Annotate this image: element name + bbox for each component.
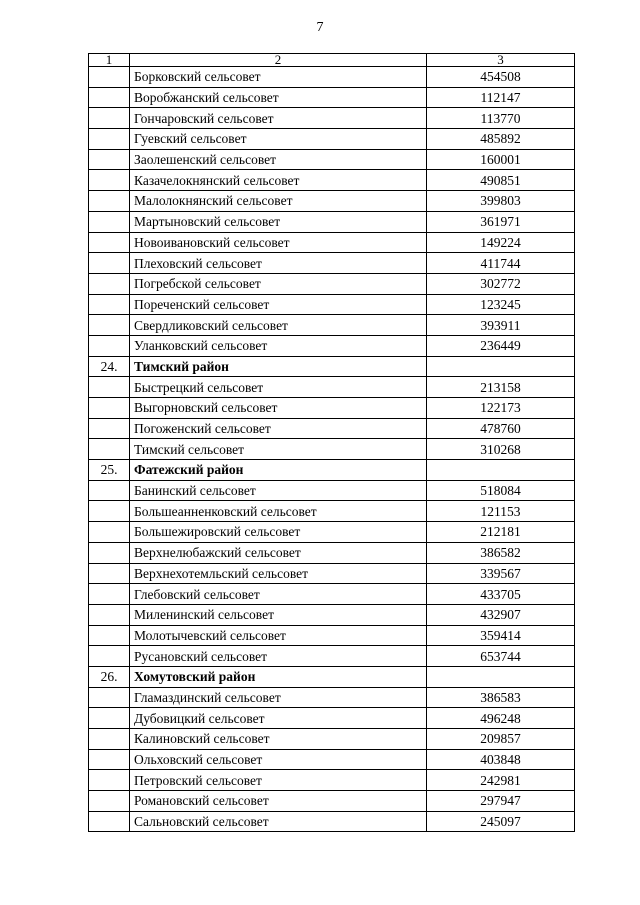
table-row — [89, 439, 575, 460]
council-name: Гончаровский сельсовет — [130, 108, 427, 129]
table-row — [89, 315, 575, 336]
row-value: 149224 — [427, 232, 575, 253]
table-row — [89, 294, 575, 315]
row-value: 212181 — [427, 522, 575, 543]
council-name: Миленинский сельсовет — [130, 604, 427, 625]
row-number — [89, 542, 130, 563]
data-table — [88, 53, 575, 832]
row-value: 432907 — [427, 604, 575, 625]
row-number — [89, 67, 130, 88]
table-row — [89, 749, 575, 770]
district-name: Тимский район — [130, 356, 427, 377]
council-name: Новоивановский сельсовет — [130, 232, 427, 253]
row-value: 485892 — [427, 129, 575, 150]
table-row — [89, 729, 575, 750]
table-row — [89, 170, 575, 191]
row-value: 122173 — [427, 398, 575, 419]
row-value: 123245 — [427, 294, 575, 315]
council-name: Гламаздинский сельсовет — [130, 687, 427, 708]
table-row — [89, 501, 575, 522]
council-name: Гуевский сельсовет — [130, 129, 427, 150]
column-header-1: 1 — [89, 54, 130, 67]
row-number — [89, 211, 130, 232]
row-number — [89, 273, 130, 294]
row-value: 496248 — [427, 708, 575, 729]
council-name: Воробжанский сельсовет — [130, 87, 427, 108]
row-number — [89, 480, 130, 501]
table-row — [89, 542, 575, 563]
row-value: 386582 — [427, 542, 575, 563]
row-value: 490851 — [427, 170, 575, 191]
row-value: 297947 — [427, 791, 575, 812]
council-name: Быстрецкий сельсовет — [130, 377, 427, 398]
column-header-3: 3 — [427, 54, 575, 67]
row-number — [89, 253, 130, 274]
council-name: Романовский сельсовет — [130, 791, 427, 812]
row-number — [89, 811, 130, 832]
district-row — [89, 666, 575, 687]
council-name: Верхнелюбажский сельсовет — [130, 542, 427, 563]
row-number — [89, 398, 130, 419]
row-number — [89, 584, 130, 605]
row-value: 236449 — [427, 335, 575, 356]
row-value: 339567 — [427, 563, 575, 584]
row-value: 403848 — [427, 749, 575, 770]
council-name: Мартыновский сельсовет — [130, 211, 427, 232]
row-value: 386583 — [427, 687, 575, 708]
row-value: 359414 — [427, 625, 575, 646]
table-row — [89, 522, 575, 543]
row-number — [89, 708, 130, 729]
row-number — [89, 377, 130, 398]
table-row — [89, 87, 575, 108]
council-name: Калиновский сельсовет — [130, 729, 427, 750]
table-row — [89, 646, 575, 667]
row-number — [89, 625, 130, 646]
row-value: 361971 — [427, 211, 575, 232]
row-number — [89, 294, 130, 315]
table-row — [89, 335, 575, 356]
table-row — [89, 811, 575, 832]
council-name: Сальновский сельсовет — [130, 811, 427, 832]
row-number — [89, 604, 130, 625]
row-number — [89, 315, 130, 336]
row-number — [89, 191, 130, 212]
row-value: 242981 — [427, 770, 575, 791]
row-value — [427, 356, 575, 377]
row-number — [89, 149, 130, 170]
district-name: Хомутовский район — [130, 666, 427, 687]
table-row — [89, 584, 575, 605]
council-name: Казачелокнянский сельсовет — [130, 170, 427, 191]
table-row — [89, 108, 575, 129]
council-name: Выгорновский сельсовет — [130, 398, 427, 419]
row-number: 26. — [89, 666, 130, 687]
row-number — [89, 170, 130, 191]
row-number — [89, 646, 130, 667]
row-value: 310268 — [427, 439, 575, 460]
row-value: 518084 — [427, 480, 575, 501]
row-number — [89, 108, 130, 129]
council-name: Заолешенский сельсовет — [130, 149, 427, 170]
row-value: 213158 — [427, 377, 575, 398]
row-number: 25. — [89, 460, 130, 481]
council-name: Верхнехотемльский сельсовет — [130, 563, 427, 584]
row-value: 653744 — [427, 646, 575, 667]
table-row — [89, 253, 575, 274]
council-name: Дубовицкий сельсовет — [130, 708, 427, 729]
council-name: Пореченский сельсовет — [130, 294, 427, 315]
row-value: 393911 — [427, 315, 575, 336]
row-number — [89, 335, 130, 356]
row-value — [427, 666, 575, 687]
council-name: Плеховский сельсовет — [130, 253, 427, 274]
council-name: Молотычевский сельсовет — [130, 625, 427, 646]
row-number — [89, 439, 130, 460]
district-row — [89, 460, 575, 481]
council-name: Петровский сельсовет — [130, 770, 427, 791]
row-number — [89, 418, 130, 439]
row-value: 411744 — [427, 253, 575, 274]
row-value: 245097 — [427, 811, 575, 832]
council-name: Погоженский сельсовет — [130, 418, 427, 439]
table-row — [89, 770, 575, 791]
council-name: Борковский сельсовет — [130, 67, 427, 88]
row-number — [89, 522, 130, 543]
row-number — [89, 770, 130, 791]
council-name: Глебовский сельсовет — [130, 584, 427, 605]
table-row — [89, 791, 575, 812]
table-row — [89, 418, 575, 439]
row-number — [89, 232, 130, 253]
district-row — [89, 356, 575, 377]
table-row — [89, 232, 575, 253]
table-row — [89, 129, 575, 150]
table-row — [89, 398, 575, 419]
page-number: 7 — [316, 20, 324, 35]
council-name: Уланковский сельсовет — [130, 335, 427, 356]
row-value: 112147 — [427, 87, 575, 108]
table-row — [89, 480, 575, 501]
table-row — [89, 191, 575, 212]
table-row — [89, 149, 575, 170]
row-value: 454508 — [427, 67, 575, 88]
council-name: Большеанненковский сельсовет — [130, 501, 427, 522]
row-value: 399803 — [427, 191, 575, 212]
row-number: 24. — [89, 356, 130, 377]
table-row — [89, 211, 575, 232]
table-row — [89, 273, 575, 294]
council-name: Ольховский сельсовет — [130, 749, 427, 770]
council-name: Малолокнянский сельсовет — [130, 191, 427, 212]
council-name: Погребской сельсовет — [130, 273, 427, 294]
row-number — [89, 501, 130, 522]
council-name: Русановский сельсовет — [130, 646, 427, 667]
row-number — [89, 87, 130, 108]
council-name: Большежировский сельсовет — [130, 522, 427, 543]
council-name: Тимский сельсовет — [130, 439, 427, 460]
row-value: 113770 — [427, 108, 575, 129]
row-number — [89, 749, 130, 770]
row-value: 209857 — [427, 729, 575, 750]
row-value: 478760 — [427, 418, 575, 439]
row-value: 433705 — [427, 584, 575, 605]
table-row — [89, 687, 575, 708]
row-value: 302772 — [427, 273, 575, 294]
row-number — [89, 791, 130, 812]
table-row — [89, 625, 575, 646]
column-header-2: 2 — [130, 54, 427, 67]
row-value: 160001 — [427, 149, 575, 170]
row-number — [89, 729, 130, 750]
row-value — [427, 460, 575, 481]
table-row — [89, 67, 575, 88]
table-row — [89, 604, 575, 625]
table-row — [89, 563, 575, 584]
council-name: Свердликовский сельсовет — [130, 315, 427, 336]
district-name: Фатежский район — [130, 460, 427, 481]
table-header-row — [89, 54, 575, 67]
council-name: Банинский сельсовет — [130, 480, 427, 501]
row-number — [89, 687, 130, 708]
row-number — [89, 563, 130, 584]
row-value: 121153 — [427, 501, 575, 522]
table-row — [89, 708, 575, 729]
table-row — [89, 377, 575, 398]
row-number — [89, 129, 130, 150]
